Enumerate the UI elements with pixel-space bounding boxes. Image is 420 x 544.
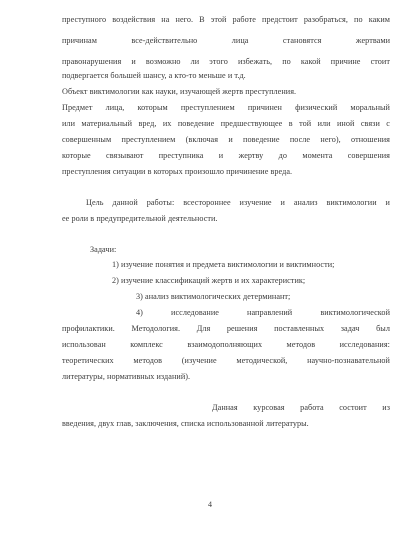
goal-line: Цель данной работы: всестороннее изучение и анализ виктимологии и	[86, 198, 390, 207]
body-text-line: преступления ситуации в которых произошло причинение вреда.	[62, 167, 293, 176]
body-text-line: Предмет лица, которым преступлением причинен физический моральный	[62, 103, 390, 112]
task-item: 3) анализ виктимологических детерминант;	[136, 292, 291, 301]
body-text-line: причинам все-действительно лица становятся жертвами	[62, 36, 390, 45]
body-text-line: которые связывают преступника и жертву до момента совершения	[62, 151, 390, 160]
body-text-line: или материальный вред, их поведение предшествующее в той или иной связи с	[62, 119, 390, 128]
task-item: 1) изучение понятия и предмета виктимологии и виктимности;	[112, 260, 335, 269]
body-text-line: профилактики. Методология. Для решения поставленных задач был	[62, 324, 390, 333]
tasks-heading: Задачи:	[90, 245, 117, 254]
task-item: 2) изучение классификаций жертв и их характеристик;	[112, 276, 306, 285]
body-text-line: использован комплекс взаимодополняющих методов исследования:	[62, 340, 390, 349]
task-item: 4) исследование направлений виктимологической	[136, 308, 390, 317]
page-number: 4	[208, 500, 212, 509]
body-text-line: теоретических методов (изучение методической, научно-познавательной	[62, 356, 390, 365]
body-text-line: правонарушения и возможно ли этого избежать, по какой причине стоит	[62, 57, 390, 66]
structure-line: Данная курсовая работа состоит из	[212, 403, 390, 412]
object-line: Объект виктимологии как науки, изучающей жертв преступления.	[62, 87, 297, 96]
body-text-line: литературы, нормативных изданий).	[62, 372, 191, 381]
body-text-line: ее роли в предупредительной деятельности.	[62, 214, 218, 223]
body-text-line: преступного воздействия на него. В этой работе предстоит разобраться, по каким	[62, 15, 390, 24]
body-text-line: подвергается большей шансу, а кто-то меньше и т.д.	[62, 71, 246, 80]
body-text-line: совершенным преступлением (включая и поведение после него), отношения	[62, 135, 390, 144]
body-text-line: введения, двух глав, заключения, списка использованной литературы.	[62, 419, 309, 428]
